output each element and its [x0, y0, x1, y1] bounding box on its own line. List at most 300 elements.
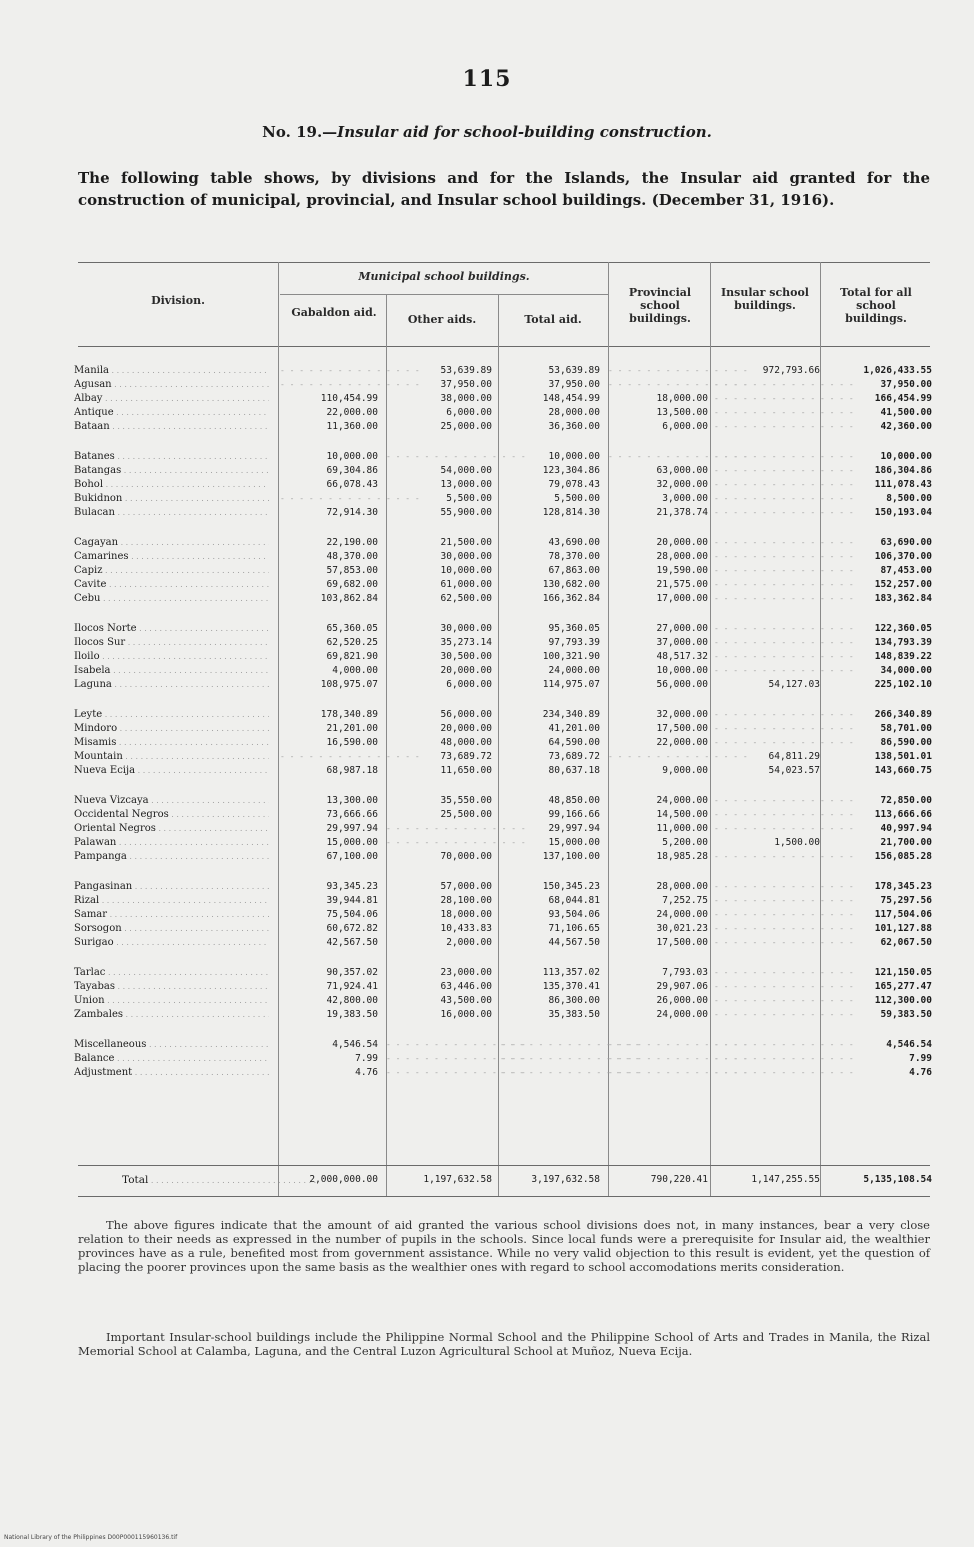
cell-all: 87,453.00: [880, 565, 932, 576]
table-row: [74, 937, 934, 949]
division-name: Leyte . . .: [74, 709, 269, 721]
cell-all: 34,000.00: [880, 665, 932, 676]
division-name: Batanes . . .: [74, 451, 269, 463]
cell-other: 25,500.00: [440, 809, 492, 820]
header-other-aids: Other aids.: [407, 313, 477, 326]
cell-other: 37,950.00: [440, 379, 492, 390]
total-gabaldon: 2,000,000.00: [309, 1174, 378, 1185]
cell-total: 80,637.18: [548, 765, 600, 776]
division-name: Bulacan . . .: [74, 507, 269, 519]
cell-provincial: 17,500.00: [656, 937, 708, 948]
total-insular: 1,147,255.55: [751, 1174, 820, 1185]
table-row: [74, 981, 934, 993]
cell-all: 4,546.54: [886, 1039, 932, 1050]
division-name: Zambales . . .: [74, 1009, 269, 1021]
cell-provincial: 11,000.00: [656, 823, 708, 834]
cell-other: 62,500.00: [440, 593, 492, 604]
division-name: Pangasinan . . .: [74, 881, 269, 893]
table-header-rule: [78, 346, 930, 347]
cell-insular: [714, 637, 820, 649]
cell-insular: [714, 881, 820, 893]
cell-other: 70,000.00: [440, 851, 492, 862]
cell-total: 67,863.00: [548, 565, 600, 576]
cell-provincial: 24,000.00: [656, 795, 708, 806]
cell-insular: [714, 465, 820, 477]
cell-total: 148,454.99: [542, 393, 600, 404]
table-row: [74, 723, 934, 735]
header-gabaldon: Gabaldon aid.: [291, 306, 377, 319]
cell-gabaldon: 42,567.50: [326, 937, 378, 948]
cell-insular: 54,023.57: [768, 765, 820, 776]
division-name: Pampanga . . .: [74, 851, 269, 863]
cell-insular: [714, 895, 820, 907]
cell-insular: [714, 937, 820, 949]
division-name: Miscellaneous . . .: [74, 1039, 269, 1051]
cell-all: 62,067.50: [880, 937, 932, 948]
cell-provincial: 3,000.00: [662, 493, 708, 504]
cell-total: 41,201.00: [548, 723, 600, 734]
cell-provincial: 28,000.00: [656, 551, 708, 562]
division-name: Misamis . . .: [74, 737, 269, 749]
cell-provincial: 63,000.00: [656, 465, 708, 476]
cell-other: 30,000.00: [440, 551, 492, 562]
division-name: Tayabas . . .: [74, 981, 269, 993]
cell-other: 35,550.00: [440, 795, 492, 806]
cell-provincial: [608, 1067, 708, 1079]
division-name: Sorsogon . . .: [74, 923, 269, 935]
table-row: [74, 751, 934, 763]
heading-title: Insular aid for school-building construction.: [337, 123, 712, 141]
table-row: [74, 823, 934, 835]
cell-all: 266,340.89: [874, 709, 932, 720]
cell-total: 113,357.02: [542, 967, 600, 978]
cell-insular: [714, 1039, 820, 1051]
cell-gabaldon: 65,360.05: [326, 623, 378, 634]
cell-gabaldon: 22,000.00: [326, 407, 378, 418]
table-row: [74, 895, 934, 907]
cell-insular: [714, 537, 820, 549]
division-name: Camarines . . .: [74, 551, 269, 563]
cell-total: 86,300.00: [548, 995, 600, 1006]
cell-other: [386, 837, 492, 849]
cell-other: 35,273.14: [440, 637, 492, 648]
division-name: Bataan . . .: [74, 421, 269, 433]
cell-other: 18,000.00: [440, 909, 492, 920]
cell-provincial: 14,500.00: [656, 809, 708, 820]
cell-insular: [714, 981, 820, 993]
cell-all: 134,793.39: [874, 637, 932, 648]
cell-other: 63,446.00: [440, 981, 492, 992]
table-row: [74, 479, 934, 491]
cell-gabaldon: 73,666.66: [326, 809, 378, 820]
table-row: [74, 881, 934, 893]
table-heading: [0, 123, 974, 141]
division-name: Adjustment . . .: [74, 1067, 269, 1079]
cell-other: 10,000.00: [440, 565, 492, 576]
cell-insular: [714, 967, 820, 979]
cell-provincial: [608, 751, 708, 763]
cell-other: [386, 1039, 492, 1051]
table-row: [74, 451, 934, 463]
cell-provincial: 30,021.23: [656, 923, 708, 934]
total-label: Total . . .: [74, 1174, 317, 1187]
cell-gabaldon: 48,370.00: [326, 551, 378, 562]
cell-total: 137,100.00: [542, 851, 600, 862]
cell-gabaldon: [280, 365, 378, 377]
cell-gabaldon: 13,300.00: [326, 795, 378, 806]
cell-all: 143,660.75: [874, 765, 932, 776]
cell-provincial: 5,200.00: [662, 837, 708, 848]
cell-other: 6,000.00: [446, 407, 492, 418]
table-row: [74, 665, 934, 677]
cell-insular: [714, 1009, 820, 1021]
cell-all: 183,362.84: [874, 593, 932, 604]
cell-other: 57,000.00: [440, 881, 492, 892]
cell-all: 112,300.00: [874, 995, 932, 1006]
table-row: [74, 679, 934, 691]
table-row: [74, 995, 934, 1007]
cell-gabaldon: 42,800.00: [326, 995, 378, 1006]
header-provincial: Provincial school buildings.: [628, 286, 692, 325]
division-name: Manila . . .: [74, 365, 269, 377]
cell-other: 10,433.83: [440, 923, 492, 934]
table-row: [74, 1009, 934, 1021]
cell-all: 37,950.00: [880, 379, 932, 390]
table-total-rule: [78, 1165, 930, 1166]
cell-total: 48,850.00: [548, 795, 600, 806]
table-row: [74, 623, 934, 635]
cell-gabaldon: [280, 751, 378, 763]
cell-insular: [714, 851, 820, 863]
cell-total: 43,690.00: [548, 537, 600, 548]
cell-provincial: 27,000.00: [656, 623, 708, 634]
cell-all: 1,026,433.55: [863, 365, 932, 376]
cell-insular: [714, 493, 820, 505]
cell-gabaldon: 39,944.81: [326, 895, 378, 906]
cell-gabaldon: 71,924.41: [326, 981, 378, 992]
cell-all: 4.76: [909, 1067, 932, 1078]
cell-insular: [714, 565, 820, 577]
cell-provincial: 32,000.00: [656, 479, 708, 490]
cell-provincial: [608, 379, 708, 391]
cell-insular: [714, 593, 820, 605]
table-top-rule: [78, 262, 930, 263]
table-row: [74, 967, 934, 979]
cell-insular: [714, 723, 820, 735]
total-total: 3,197,632.58: [531, 1174, 600, 1185]
total-row: [74, 1174, 934, 1186]
cell-total: 123,304.86: [542, 465, 600, 476]
cell-insular: [714, 923, 820, 935]
cell-insular: [714, 579, 820, 591]
cell-insular: 972,793.66: [762, 365, 820, 376]
cell-insular: [714, 809, 820, 821]
division-name: Isabela . . .: [74, 665, 269, 677]
cell-other: 20,000.00: [440, 665, 492, 676]
division-name: Laguna . . .: [74, 679, 269, 691]
footnote-2: Important Insular-school buildings include the Philippine Normal School and the Philippine School of Arts and Trades in Manila, the Rizal Memorial School at Calamba, Laguna, and the Central Luzon Agricultural School at Muñoz, Nueva Ecija.: [78, 1330, 930, 1358]
cell-total: 93,504.06: [548, 909, 600, 920]
total-all: 5,135,108.54: [863, 1174, 932, 1185]
division-name: Cavite . . .: [74, 579, 269, 591]
cell-total: [500, 1039, 600, 1051]
cell-insular: [714, 709, 820, 721]
division-name: Capiz . . .: [74, 565, 269, 577]
cell-total: 10,000.00: [548, 451, 600, 462]
cell-total: 68,044.81: [548, 895, 600, 906]
table-row: [74, 565, 934, 577]
cell-provincial: 7,793.03: [662, 967, 708, 978]
cell-provincial: 21,378.74: [656, 507, 708, 518]
division-name: Ilocos Norte . . .: [74, 623, 269, 635]
division-name: Tarlac . . .: [74, 967, 269, 979]
cell-total: 36,360.00: [548, 421, 600, 432]
cell-other: 30,500.00: [440, 651, 492, 662]
table-row: [74, 579, 934, 591]
cell-gabaldon: [280, 493, 378, 505]
cell-other: 13,000.00: [440, 479, 492, 490]
cell-gabaldon: 4.76: [355, 1067, 378, 1078]
library-credit: National Library of the Philippines D00P000115960136.tif: [4, 1534, 178, 1541]
cell-insular: [714, 795, 820, 807]
cell-total: 29,997.94: [548, 823, 600, 834]
cell-provincial: 24,000.00: [656, 1009, 708, 1020]
cell-provincial: [608, 1039, 708, 1051]
cell-gabaldon: 178,340.89: [320, 709, 378, 720]
table-row: [74, 379, 934, 391]
cell-gabaldon: 69,304.86: [326, 465, 378, 476]
cell-all: 166,454.99: [874, 393, 932, 404]
cell-total: 95,360.05: [548, 623, 600, 634]
cell-gabaldon: 103,862.84: [320, 593, 378, 604]
cell-total: 73,689.72: [548, 751, 600, 762]
cell-total: 234,340.89: [542, 709, 600, 720]
division-name: Rizal . . .: [74, 895, 269, 907]
cell-provincial: 21,575.00: [656, 579, 708, 590]
cell-insular: [714, 651, 820, 663]
cell-total: 150,345.23: [542, 881, 600, 892]
cell-all: 72,850.00: [880, 795, 932, 806]
division-name: Union . . .: [74, 995, 269, 1007]
cell-total: 99,166.66: [548, 809, 600, 820]
cell-all: 86,590.00: [880, 737, 932, 748]
cell-gabaldon: 22,190.00: [326, 537, 378, 548]
cell-all: 178,345.23: [874, 881, 932, 892]
cell-provincial: 28,000.00: [656, 881, 708, 892]
cell-provincial: 7,252.75: [662, 895, 708, 906]
division-name: Iloilo . . .: [74, 651, 269, 663]
table-row: [74, 851, 934, 863]
cell-all: 111,078.43: [874, 479, 932, 490]
cell-other: 30,000.00: [440, 623, 492, 634]
cell-total: 130,682.00: [542, 579, 600, 590]
cell-other: 23,000.00: [440, 967, 492, 978]
table-row: [74, 909, 934, 921]
cell-all: 59,383.50: [880, 1009, 932, 1020]
table-row: [74, 593, 934, 605]
cell-all: 122,360.05: [874, 623, 932, 634]
cell-insular: [714, 407, 820, 419]
cell-provincial: 6,000.00: [662, 421, 708, 432]
cell-all: 186,304.86: [874, 465, 932, 476]
table-row: [74, 795, 934, 807]
cell-insular: 64,811.29: [768, 751, 820, 762]
cell-gabaldon: 69,682.00: [326, 579, 378, 590]
cell-other: [386, 1053, 492, 1065]
cell-total: [500, 1053, 600, 1065]
division-name: Antique . . .: [74, 407, 269, 419]
cell-total: 135,370.41: [542, 981, 600, 992]
cell-gabaldon: 4,546.54: [332, 1039, 378, 1050]
division-name: Surigao . . .: [74, 937, 269, 949]
division-name: Occidental Negros . . .: [74, 809, 269, 821]
division-name: Ilocos Sur . . .: [74, 637, 269, 649]
table-row: [74, 651, 934, 663]
cell-insular: [714, 909, 820, 921]
cell-total: 53,639.89: [548, 365, 600, 376]
cell-provincial: 19,590.00: [656, 565, 708, 576]
cell-other: [386, 823, 492, 835]
division-name: Albay . . .: [74, 393, 269, 405]
header-municipal-group: Municipal school buildings.: [358, 270, 530, 283]
page-number: 115: [462, 66, 512, 92]
table-bottom-rule: [78, 1196, 930, 1197]
table-row: [74, 507, 934, 519]
cell-other: 21,500.00: [440, 537, 492, 548]
cell-total: [500, 1067, 600, 1079]
cell-gabaldon: 110,454.99: [320, 393, 378, 404]
cell-insular: [714, 551, 820, 563]
cell-all: 113,666.66: [874, 809, 932, 820]
cell-provincial: 22,000.00: [656, 737, 708, 748]
cell-all: 8,500.00: [886, 493, 932, 504]
cell-all: 41,500.00: [880, 407, 932, 418]
table-row: [74, 709, 934, 721]
total-provincial: 790,220.41: [650, 1174, 708, 1185]
cell-gabaldon: 69,821.90: [326, 651, 378, 662]
cell-all: 148,839.22: [874, 651, 932, 662]
total-other: 1,197,632.58: [423, 1174, 492, 1185]
intro-paragraph: The following table shows, by divisions and for the Islands, the Insular aid granted for the construction of municipal, provincial, and Insular school buildings. (December 31, 1916).: [78, 169, 930, 209]
cell-insular: [714, 623, 820, 635]
cell-provincial: 18,985.28: [656, 851, 708, 862]
header-municipal-underline: [280, 294, 608, 295]
division-name: Oriental Negros . . .: [74, 823, 269, 835]
division-name: Bukidnon . . .: [74, 493, 269, 505]
cell-provincial: 10,000.00: [656, 665, 708, 676]
table-row: [74, 393, 934, 405]
cell-provincial: 29,907.06: [656, 981, 708, 992]
cell-total: 24,000.00: [548, 665, 600, 676]
cell-all: 106,370.00: [874, 551, 932, 562]
cell-gabaldon: [280, 379, 378, 391]
cell-gabaldon: 68,987.18: [326, 765, 378, 776]
header-total-all: Total for all school buildings.: [840, 286, 912, 325]
cell-other: 54,000.00: [440, 465, 492, 476]
table-row: [74, 637, 934, 649]
table-row: [74, 1053, 934, 1065]
cell-all: 121,150.05: [874, 967, 932, 978]
cell-other: 43,500.00: [440, 995, 492, 1006]
cell-provincial: 17,500.00: [656, 723, 708, 734]
table-row: [74, 809, 934, 821]
cell-provincial: [608, 1053, 708, 1065]
cell-total: 71,106.65: [548, 923, 600, 934]
division-name: Batangas . . .: [74, 465, 269, 477]
division-name: Samar . . .: [74, 909, 269, 921]
cell-insular: [714, 823, 820, 835]
cell-other: 25,000.00: [440, 421, 492, 432]
cell-total: 15,000.00: [548, 837, 600, 848]
cell-provincial: 9,000.00: [662, 765, 708, 776]
division-name: Agusan . . .: [74, 379, 269, 391]
cell-provincial: 24,000.00: [656, 909, 708, 920]
cell-gabaldon: 67,100.00: [326, 851, 378, 862]
header-total-aid: Total aid.: [524, 313, 582, 326]
cell-provincial: [608, 451, 708, 463]
cell-provincial: 26,000.00: [656, 995, 708, 1006]
cell-other: 55,900.00: [440, 507, 492, 518]
cell-other: 53,639.89: [440, 365, 492, 376]
cell-all: 42,360.00: [880, 421, 932, 432]
cell-total: 97,793.39: [548, 637, 600, 648]
table-row: [74, 465, 934, 477]
table-row: [74, 765, 934, 777]
cell-total: 100,321.90: [542, 651, 600, 662]
cell-provincial: 48,517.32: [656, 651, 708, 662]
division-name: Mountain . . .: [74, 751, 269, 763]
table-row: [74, 1067, 934, 1079]
cell-all: 40,997.94: [880, 823, 932, 834]
cell-insular: [714, 379, 820, 391]
table-row: [74, 493, 934, 505]
cell-gabaldon: 66,078.43: [326, 479, 378, 490]
cell-total: 114,975.07: [542, 679, 600, 690]
table-row: [74, 737, 934, 749]
cell-other: 73,689.72: [440, 751, 492, 762]
cell-provincial: 37,000.00: [656, 637, 708, 648]
cell-insular: [714, 665, 820, 677]
cell-insular: [714, 421, 820, 433]
cell-all: 75,297.56: [880, 895, 932, 906]
division-name: Cebu . . .: [74, 593, 269, 605]
cell-insular: [714, 479, 820, 491]
cell-gabaldon: 93,345.23: [326, 881, 378, 892]
cell-gabaldon: 4,000.00: [332, 665, 378, 676]
division-name: Nueva Vizcaya . . .: [74, 795, 269, 807]
cell-other: 38,000.00: [440, 393, 492, 404]
cell-other: [386, 451, 492, 463]
cell-gabaldon: 29,997.94: [326, 823, 378, 834]
cell-provincial: 17,000.00: [656, 593, 708, 604]
cell-provincial: 32,000.00: [656, 709, 708, 720]
cell-gabaldon: 90,357.02: [326, 967, 378, 978]
table-row: [74, 837, 934, 849]
cell-other: 48,000.00: [440, 737, 492, 748]
division-name: Palawan . . .: [74, 837, 269, 849]
table-row: [74, 421, 934, 433]
cell-all: 150,193.04: [874, 507, 932, 518]
cell-all: 10,000.00: [880, 451, 932, 462]
cell-gabaldon: 108,975.07: [320, 679, 378, 690]
cell-all: 138,501.01: [874, 751, 932, 762]
cell-insular: [714, 451, 820, 463]
heading-prefix: No. 19.—: [262, 123, 338, 141]
cell-total: 44,567.50: [548, 937, 600, 948]
cell-other: 11,650.00: [440, 765, 492, 776]
cell-total: 64,590.00: [548, 737, 600, 748]
cell-insular: [714, 1067, 820, 1079]
